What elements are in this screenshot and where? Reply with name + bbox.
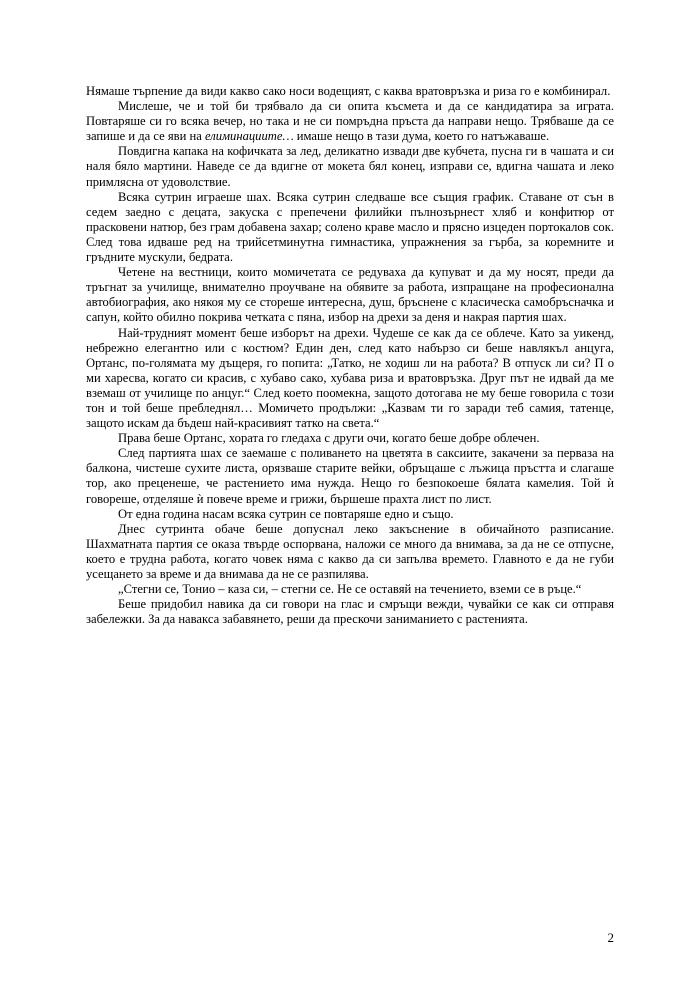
paragraph <box>86 582 614 597</box>
paragraph-text: Най-трудният момент беше изборът на дрехи. Чудеше се как да се облече. Като за уикенд, небрежно елегантно или с костюм? Един ден, след като набързо си беше навлякъл анцуга, Ортанс, по-голямата му дъщеря, го попита: „Татко, не ходиш ли на работа? В отпуск ли си? П о ми харесва, когато си красив, с хубаво сако, хубава риза и вратовръзка. Друг път не идвай да ме вземаш от училище по анцуг.“ След което поомекна, защото дотогава не му беше говорила с този тон и той беше пребледнял… Момичето продължи: „Казвам ти го заради теб самия, татенце, защото искам да бъдеш най-красивият татко на света.“ <box>86 325 614 431</box>
paragraph <box>86 507 614 522</box>
paragraph-text: Права беше Ортанс, хората го гледаха с други очи, когато беше добре облечен. <box>118 431 540 446</box>
paragraph-text: След партията шах се заемаше с поливането на цветята в саксиите, закачени за перваза на балкона, чистеше сухите листа, орязваше старите вейки, обръщаше с лъжица пръстта и слагаше тор, ако преценеше, че растението има нужда. Нещо го безпокоеше бялата камелия. Той ѝ говореше, отделяше ѝ повече време и грижи, бършеше прахта лист по лист. <box>86 446 614 506</box>
paragraph <box>86 431 614 446</box>
italic-text: елиминациите… <box>204 129 294 144</box>
paragraph <box>86 522 614 582</box>
paragraph-text: Всяка сутрин играеше шах. Всяка сутрин следваше все същия график. Ставане от сън в седем заедно с децата, закуска с препечени филийки пълнозърнест хляб и конфитюр от прасковени натюр, без грам добавена захар; солено краве масло и прясно изцеден портокалов сок. След това идваше ред на трийсетминутна гимнастика, упражнения за гърба, за коремните и гръдните мускули, бедрата. <box>86 189 614 265</box>
paragraph-text: Четене на вестници, които момичетата се редуваха да купуват и да му носят, преди да тръгнат за училище, внимателно проучване на обявите за работа, изпращане на професионална автобиография, ако някоя му се стореше интересна, душ, бръснене с класическа самобръсначка и сапун, който обилно покрива четката с пяна, избор на дрехи за деня и накрая партия шах. <box>86 265 614 325</box>
paragraph <box>86 144 614 189</box>
paragraph <box>86 265 614 325</box>
paragraph-text: „Стегни се, Тонио – каза си, – стегни се. Не се оставяй на течението, вземи се в ръце.“ <box>118 582 582 597</box>
paragraph-text: Беше придобил навика да си говори на глас и смръщи вежди, чувайки се как си отправя забележки. За да навакса забавянето, реши да прескочи заниманието с растенията. <box>86 597 614 627</box>
paragraph <box>86 190 614 265</box>
paragraph-text: Нямаше търпение да види какво сако носи водещият, с каква вратовръзка и риза го е комбинирал. <box>86 84 611 98</box>
paragraph <box>86 326 614 432</box>
paragraph <box>86 84 614 99</box>
paragraph-text: имаше нещо в тази дума, което го натъжаваше. <box>293 129 550 144</box>
paragraph-text: Мислеше, че и той би трябвало да си опита късмета и да се кандидатира за играта. Повтаряше си го всяка вечер, но така и не си помръдна пръста да направи нещо. Трябваше да се запише и да се яви на <box>86 99 614 144</box>
paragraph-text: Днес сутринта обаче беше допуснал леко закъснение в обичайното разписание. Шахматната партия се оказа твърде оспорвана, наложи се много да внимава, за да не се отпусне, което е трудна работа, когато човек няма с какво да си запълва времето. Главното е да не губи усещането за време и да внимава да не се разпилява. <box>86 521 614 581</box>
paragraph <box>86 99 614 144</box>
page-number: 2 <box>607 930 614 945</box>
paragraph <box>86 446 614 506</box>
body-text <box>86 84 614 627</box>
paragraph-text: От една година насам всяка сутрин се повтаряше едно и също. <box>118 506 454 521</box>
paragraph <box>86 597 614 627</box>
paragraph-text: Повдигна капака на кофичката за лед, деликатно извади две кубчета, пусна ги в чашата и си наля бяло мартини. Наведе се да вдигне от мокета бял конец, изправи се, вдигна чашата и леко примлясна от удоволствие. <box>86 144 614 189</box>
